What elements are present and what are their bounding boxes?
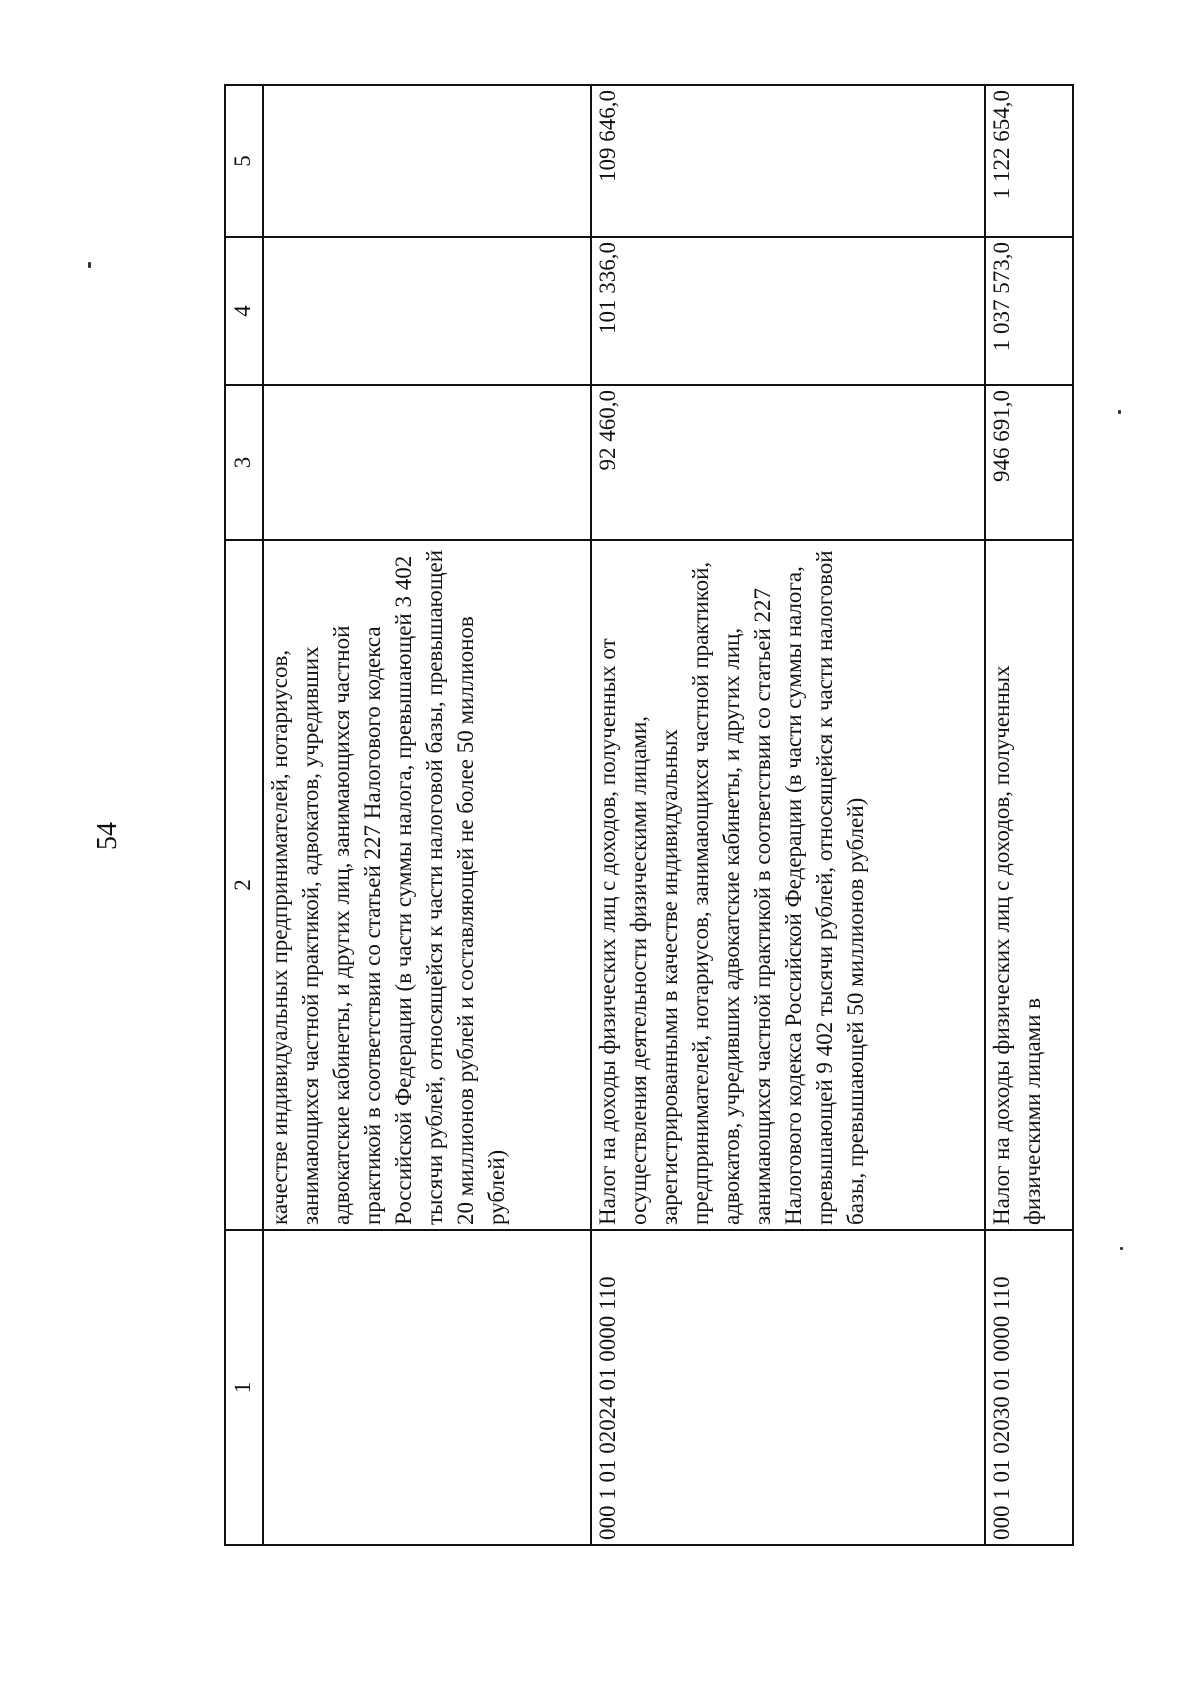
budget-code-cell: 000 1 01 02030 01 0000 110 — [985, 1230, 1073, 1545]
column-header: 2 — [225, 540, 263, 1230]
table-row — [985, 85, 1073, 1545]
table-row — [263, 85, 591, 1545]
table-row — [591, 85, 985, 1545]
revenue-name-cell: Налог на доходы физических лиц с доходов, полученных физическими лицами в — [985, 540, 1073, 1230]
amount-cell — [263, 237, 591, 385]
budget-code-cell: 000 1 01 02024 01 0000 110 — [591, 1230, 985, 1545]
column-header: 3 — [225, 385, 263, 540]
scan-speck — [1120, 1247, 1123, 1250]
amount-cell — [263, 385, 591, 540]
rotated-table-container — [224, 86, 1072, 1546]
column-header: 4 — [225, 237, 263, 385]
amount-cell: 946 691,0 — [985, 385, 1073, 540]
amount-cell: 109 646,0 — [591, 85, 985, 237]
amount-cell: 1 122 654,0 — [985, 85, 1073, 237]
revenue-name-cell: качестве индивидуальных предпринимателей, нотариусов, занимающихся частной практикой, адвокатов, учредивших адвокатские кабинеты, и других лиц, занимающихся частной практикой в соответствии со статьей 227 Налогового кодекса Российской Федерации (в части суммы налога, превышающей 3 402 тысячи рублей, относящейся к части налоговой базы, превышающей 20 миллионов рублей и составляющей не более 50 миллионов рублей) — [263, 540, 591, 1230]
column-number-row — [225, 85, 263, 1545]
column-header: 1 — [225, 1230, 263, 1545]
column-header: 5 — [225, 85, 263, 237]
scan-speck — [1118, 410, 1121, 414]
budget-revenue-table — [224, 84, 1074, 1546]
budget-code-cell — [263, 1230, 591, 1545]
amount-cell: 1 037 573,0 — [985, 237, 1073, 385]
revenue-name-cell: Налог на доходы физических лиц с доходов, полученных от осуществления деятельности физическими лицами, зарегистрированными в качестве индивидуальных предпринимателей, нотариусов, занимающихся частной практикой, адвокатов, учредивших адвокатские кабинеты, и других лиц, занимающихся частной практикой в соответствии со статьей 227 Налогового кодекса Российской Федерации (в части суммы налога, превышающей 9 402 тысячи рублей, относящейся к части налоговой базы, превышающей 50 миллионов рублей) — [591, 540, 985, 1230]
amount-cell — [263, 85, 591, 237]
page-number: 54 — [92, 822, 123, 850]
amount-cell: 92 460,0 — [591, 385, 985, 540]
amount-cell: 101 336,0 — [591, 237, 985, 385]
scan-speck — [88, 262, 91, 268]
